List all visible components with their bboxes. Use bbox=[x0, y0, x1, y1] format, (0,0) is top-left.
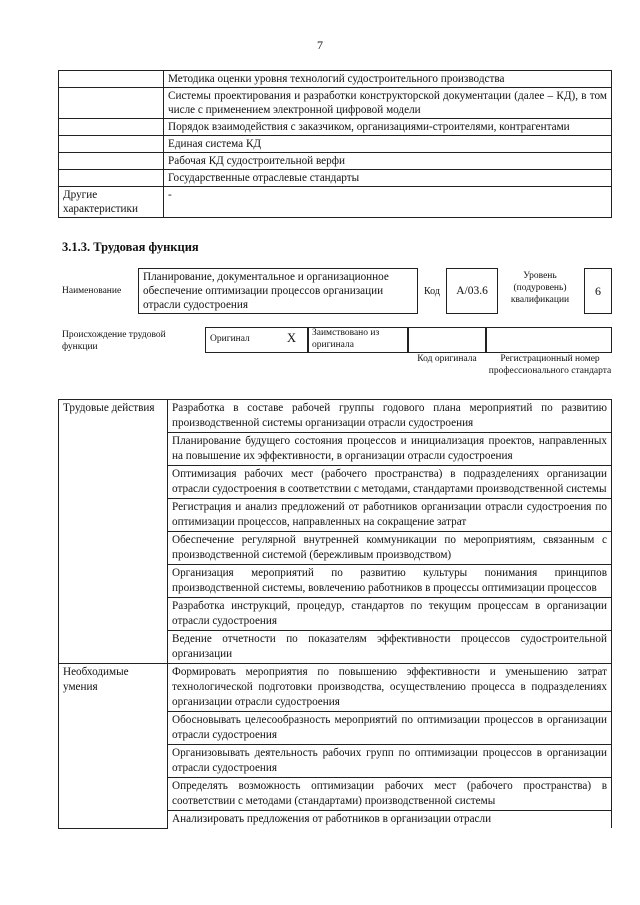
table-row bbox=[59, 71, 612, 88]
qualification-level-box: 6 bbox=[584, 268, 612, 314]
labor-actions-item: Оптимизация рабочих мест (рабочего пространства) в подразделениях организации отрасли судостроения в соответствии с методами, стандартами производственной системы bbox=[168, 466, 612, 499]
required-skills-label: Необходимые умения bbox=[59, 664, 168, 829]
code-label: Код bbox=[424, 286, 440, 297]
row-text: Системы проектирования и разработки конструкторской документации (далее – КД), в том числе с применением электронной цифровой модели bbox=[164, 88, 612, 119]
labor-actions-item: Разработка инструкций, процедур, стандартов по текущим процессам в организации отрасли судостроения bbox=[168, 598, 612, 631]
table-row bbox=[59, 88, 612, 119]
labor-actions-item: Планирование будущего состояния процессов и инициализация проектов, направленных на повышение их эффективности, в организации отрасли судостроения bbox=[168, 433, 612, 466]
original-label: Оригинал bbox=[210, 334, 250, 344]
registration-number-caption: Регистрационный номер профессионального стандарта bbox=[488, 354, 612, 376]
original-code-caption: Код оригинала bbox=[417, 354, 477, 364]
section-heading: 3.1.3. Трудовая функция bbox=[62, 240, 199, 254]
original-code-cell bbox=[408, 327, 486, 353]
table-row bbox=[59, 187, 612, 218]
row-label bbox=[59, 119, 164, 136]
labor-actions-item: Организация мероприятий по развитию культуры понимания принципов производственной системы, вовлечению работников в процессы оптимизации процессов bbox=[168, 565, 612, 598]
knowledge-table bbox=[58, 70, 612, 218]
row-text: - bbox=[164, 187, 612, 218]
origin-label: Происхождение трудовой функции bbox=[62, 330, 166, 352]
code-value-box: А/03.6 bbox=[446, 268, 498, 314]
labor-actions-item: Разработка в составе рабочей группы годового плана мероприятий по развитию производственной системы организации отрасли судостроения bbox=[168, 400, 612, 433]
borrowed-label: Заимствовано из оригинала bbox=[312, 328, 380, 350]
labor-actions-item: Регистрация и анализ предложений от работников организации отрасли судостроения по оптимизации процессов, направленных на сокращение затрат bbox=[168, 499, 612, 532]
qualification-level-label: Уровень (подуровень) квалификации bbox=[510, 271, 570, 305]
row-label bbox=[59, 170, 164, 187]
row-text: Единая система КД bbox=[164, 136, 612, 153]
labor-function-table bbox=[58, 399, 612, 829]
row-label bbox=[59, 153, 164, 170]
original-mark: X bbox=[287, 331, 297, 345]
row-label bbox=[59, 88, 164, 119]
labor-actions-label: Трудовые действия bbox=[59, 400, 168, 664]
row-text: Порядок взаимодействия с заказчиком, организациями-строителями, контрагентами bbox=[164, 119, 612, 136]
required-skills-item: Определять возможность оптимизации рабочих мест (рабочего пространства) в соответствии с методами (стандартами) производственной системы bbox=[168, 778, 612, 811]
name-label: Наименование bbox=[62, 286, 122, 296]
required-skills-item: Организовывать деятельность рабочих групп по оптимизации процессов в организации отрасли судостроения bbox=[168, 745, 612, 778]
function-name-box: Планирование, документальное и организационное обеспечение оптимизации процессов организации отрасли судостроения bbox=[138, 268, 418, 314]
table-row bbox=[59, 119, 612, 136]
table-row bbox=[59, 153, 612, 170]
required-skills-item: Формировать мероприятия по повышению эффективности и уменьшению затрат технологической подготовки производства, осуществлению процесса в подразделениях организации отрасли судостроения bbox=[168, 664, 612, 712]
row-label: Другие характеристики bbox=[59, 187, 164, 218]
table-row bbox=[59, 136, 612, 153]
row-label bbox=[59, 71, 164, 88]
registration-number-cell bbox=[486, 327, 612, 353]
table-row bbox=[59, 170, 612, 187]
row-label bbox=[59, 136, 164, 153]
row-text: Рабочая КД судостроительной верфи bbox=[164, 153, 612, 170]
row-text: Методика оценки уровня технологий судостроительного производства bbox=[164, 71, 612, 88]
row-text: Государственные отраслевые стандарты bbox=[164, 170, 612, 187]
page-number: 7 bbox=[317, 38, 323, 52]
required-skills-item: Анализировать предложения от работников в организации отрасли bbox=[168, 811, 612, 829]
labor-actions-item: Ведение отчетности по показателям эффективности процессов судостроительной организации bbox=[168, 631, 612, 664]
table-row bbox=[59, 400, 612, 433]
required-skills-item: Обосновывать целесообразность мероприятий по оптимизации процессов в организации отрасли судостроения bbox=[168, 712, 612, 745]
labor-actions-item: Обеспечение регулярной внутренней коммуникации по мероприятиям, связанным с производственной системой (бережливым производством) bbox=[168, 532, 612, 565]
table-row bbox=[59, 664, 612, 712]
